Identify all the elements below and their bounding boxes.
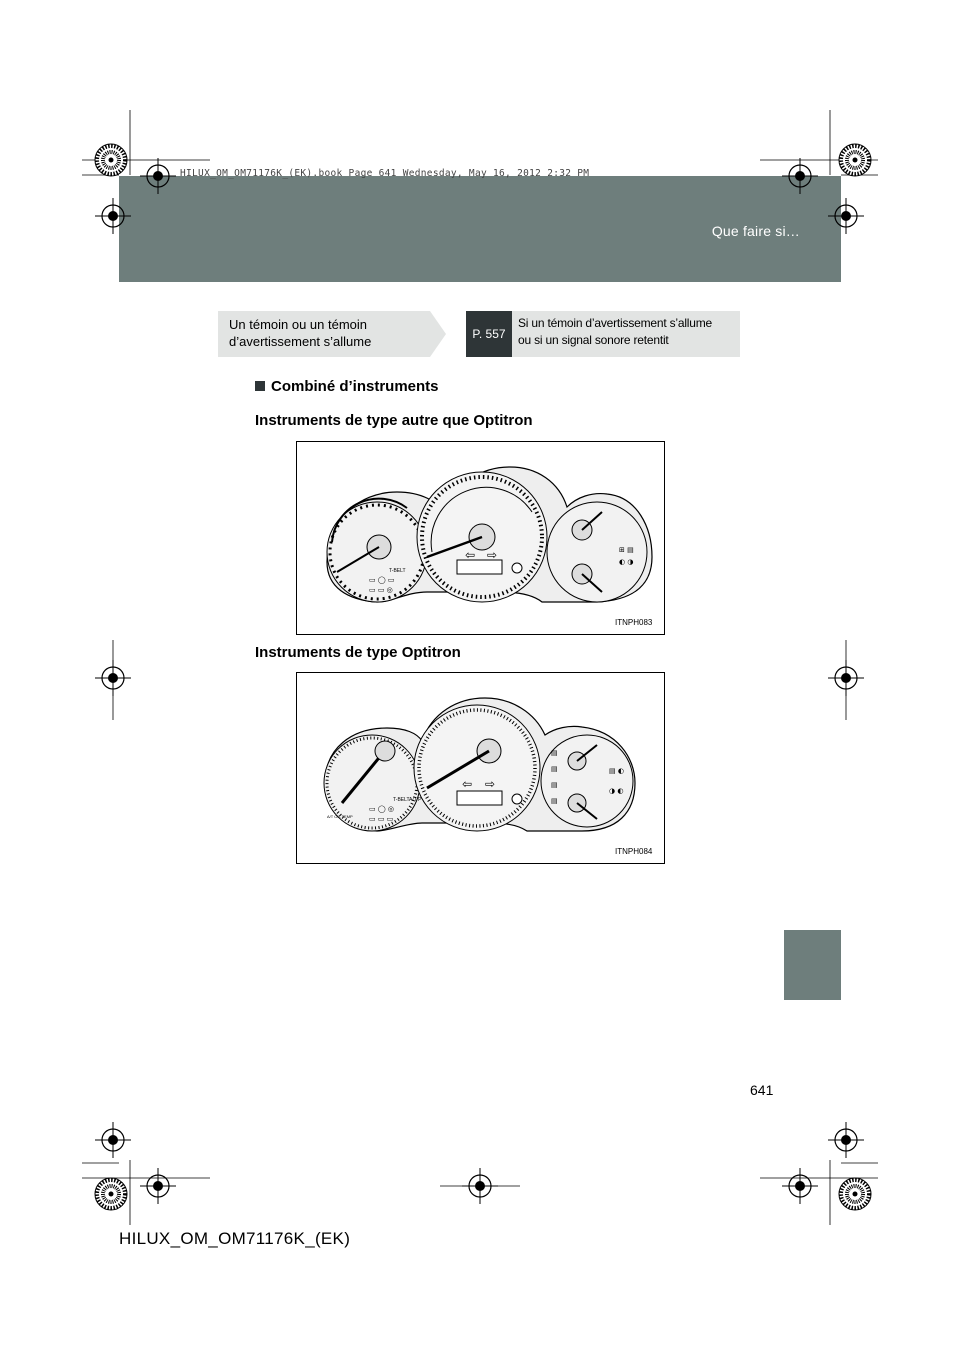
nav-left-label: Un témoin ou un témoin d’avertissement s’allume [229,317,372,349]
svg-text:▤: ▤ [551,781,558,789]
svg-text:▤: ▤ [551,765,558,773]
square-bullet-icon [255,381,265,391]
svg-text:▤ ◐: ▤ ◐ [609,767,624,775]
svg-text:⇦: ⇦ [462,777,473,791]
section-heading: Combiné d’instruments [255,378,439,395]
registration-cross-icon [782,1168,818,1204]
svg-text:⊞ ▤: ⊞ ▤ [619,546,634,554]
registration-star-icon [95,144,127,176]
at-oil-temp-label: A/T OIL TEMP [327,814,353,819]
svg-text:▤: ▤ [551,749,558,757]
document-code: HILUX_OM_OM71176K_(EK) [119,1229,351,1248]
svg-text:⇦: ⇦ [465,548,476,562]
svg-text:◑ ◐: ◑ ◐ [609,787,624,795]
nav-right-label: Si un témoin d’avertissement s’allume ou si un signal sonore retentit [518,316,713,347]
figure-2-code: ITNPH084 [615,847,653,856]
page-reference-badge[interactable]: P. 557 [466,311,512,357]
section-title: Que faire si… [711,223,800,239]
registration-cross-icon [95,1122,131,1158]
registration-cross-icon [140,158,176,194]
at-label: A/T P [409,797,422,803]
page-number: 641 [750,1082,774,1098]
registration-star-icon [839,1178,871,1210]
registration-cross-icon [828,1122,864,1158]
svg-text:▤: ▤ [551,797,558,805]
registration-star-icon [839,144,871,176]
registration-cross-icon [140,1168,176,1204]
svg-text:▭ ▭ ◎: ▭ ▭ ◎ [369,586,393,594]
registration-cross-icon [828,198,864,234]
figure-standard-cluster [296,441,665,635]
svg-text:▭ ◯ ▭: ▭ ◯ ▭ [369,576,395,584]
instrument-cluster-illustration [297,673,664,863]
subheading-optitron: Instruments de type Optitron [255,644,461,661]
book-info-line: HILUX_OM_OM71176K_(EK).book Page 641 Wednesday, May 16, 2012 2:32 PM [180,168,590,179]
figure-optitron-cluster [296,672,665,864]
registration-cross-icon [95,198,131,234]
svg-text:⇨: ⇨ [487,548,498,562]
registration-star-icon [95,1178,127,1210]
svg-text:⇨: ⇨ [485,777,496,791]
subheading-standard: Instruments de type autre que Optitron [255,412,533,429]
registration-cross-icon [782,158,818,194]
seatbelt-label: T-BELT [389,568,406,574]
svg-text:◐ ◑: ◐ ◑ [619,558,634,566]
svg-text:▭ ▭ ▭: ▭ ▭ ▭ [369,815,394,823]
instrument-cluster-illustration [297,442,664,634]
figure-1-code: ITNPH083 [615,618,653,627]
svg-text:▭ ◯ ◎: ▭ ◯ ◎ [369,805,395,813]
seatbelt-label: T-BELT [393,797,410,803]
